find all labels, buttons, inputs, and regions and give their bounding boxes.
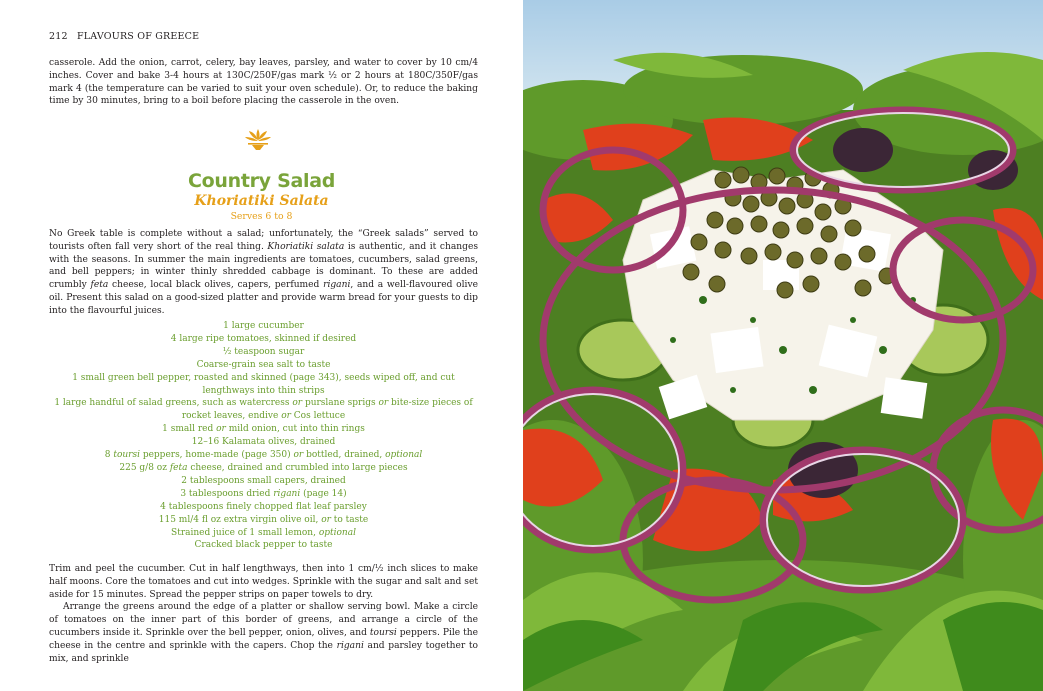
ingredient-line: rocket leaves, endive or Cos lettuce: [181, 411, 346, 422]
ingredient-line: 1 large handful of salad greens, such as watercress or purslane sprigs or bite-size pieces of: [54, 398, 473, 409]
book-title: FLAVOURS OF GREECE: [76, 31, 200, 42]
ingredient-list: [49, 320, 478, 552]
method-text: [49, 563, 478, 665]
ingredient-line: 1 small red or mild onion, cut into thin rings: [162, 424, 365, 435]
ingredient-line: 2 tablespoons small capers, drained: [181, 475, 346, 486]
ingredient-line: Coarse-grain sea salt to taste: [196, 359, 331, 370]
recipe-serves: Serves 6 to 8: [230, 211, 293, 222]
page-number: 212: [49, 31, 68, 42]
salad-photo: [523, 0, 1043, 691]
ingredient-line: 3 tablespoons dried rigani (page 14): [180, 488, 347, 499]
recipe-description: No Greek table is complete without a salad; unfortunately, the “Greek salads” served to tourists often fall very short of the real thing. Khoriatiki salata is authentic, and it changes with the seasons. In summer the main ingredients are tomatoes, cucumbers, salad greens, and bell peppers; in winter thinly shredded cabbage is dominant. To these are added crumbly feta cheese, local black olives, capers, perfumed rigani, and a well-flavoured olive oil. Present this salad on a good-sized platter and provide warm bread for your guests to dip into the flavourful juices.: [49, 229, 478, 316]
method-paragraph: Arrange the greens around the edge of a platter or shallow serving bowl. Make a circle of tomatoes on the inner part of this border of greens, and arrange a circle of the cucumbers inside it. Sprinkle over the bell pepper, onion, olives, and toursi peppers. Pile the cheese in the centre and sprinkle with the capers. Chop the rigani and parsley together to mix, and sprinkle: [49, 602, 478, 664]
ingredient-line: Strained juice of 1 small lemon, optional: [171, 527, 356, 538]
ingredient-line: 12–16 Kalamata olives, drained: [191, 437, 336, 448]
ingredient-line: 4 large ripe tomatoes, skinned if desired: [170, 333, 357, 344]
ingredient-line: 8 toursi peppers, home-made (page 350) or bottled, drained, optional: [104, 450, 423, 461]
ingredient-line: 4 tablespoons finely chopped flat leaf parsley: [160, 501, 367, 512]
flower-ornament-icon: [243, 128, 273, 152]
method-paragraph: Trim and peel the cucumber. Cut in half lengthways, then into 1 cm/½ inch slices to make half moons. Core the tomatoes and cut into wedges. Sprinkle with the sugar and salt and set aside for 15 minutes. Spread the pepper strips on paper towels to dry.: [49, 564, 478, 600]
ingredient-line: 225 g/8 oz feta cheese, drained and crumbled into large pieces: [119, 462, 408, 473]
running-header: [49, 31, 199, 42]
ingredient-line: Cracked black pepper to taste: [194, 540, 333, 551]
ingredient-line: lengthways into thin strips: [202, 385, 325, 396]
ingredient-line: ½ teaspoon sugar: [222, 346, 305, 357]
recipe-title: Country Salad: [187, 170, 336, 192]
intro-paragraph: casserole. Add the onion, carrot, celery, bay leaves, parsley, and water to cover by 10 cm/4 inches. Cover and bake 3-4 hours at 130C/250F/gas mark ½ or 2 hours at 180C/350F/gas mark 4 (the temperature can be varied to suit your oven schedule). Or, to reduce the baking time by 30 minutes, bring to a boil before placing the casserole in the oven.: [49, 58, 478, 107]
ingredient-line: 115 ml/4 fl oz extra virgin olive oil, or to taste: [158, 514, 369, 525]
recipe-subtitle: Khoriatiki Salata: [194, 193, 329, 209]
ingredient-line: 1 large cucumber: [223, 321, 304, 331]
ingredient-line: 1 small green bell pepper, roasted and skinned (page 343), seeds wiped off, and cut: [72, 372, 455, 383]
